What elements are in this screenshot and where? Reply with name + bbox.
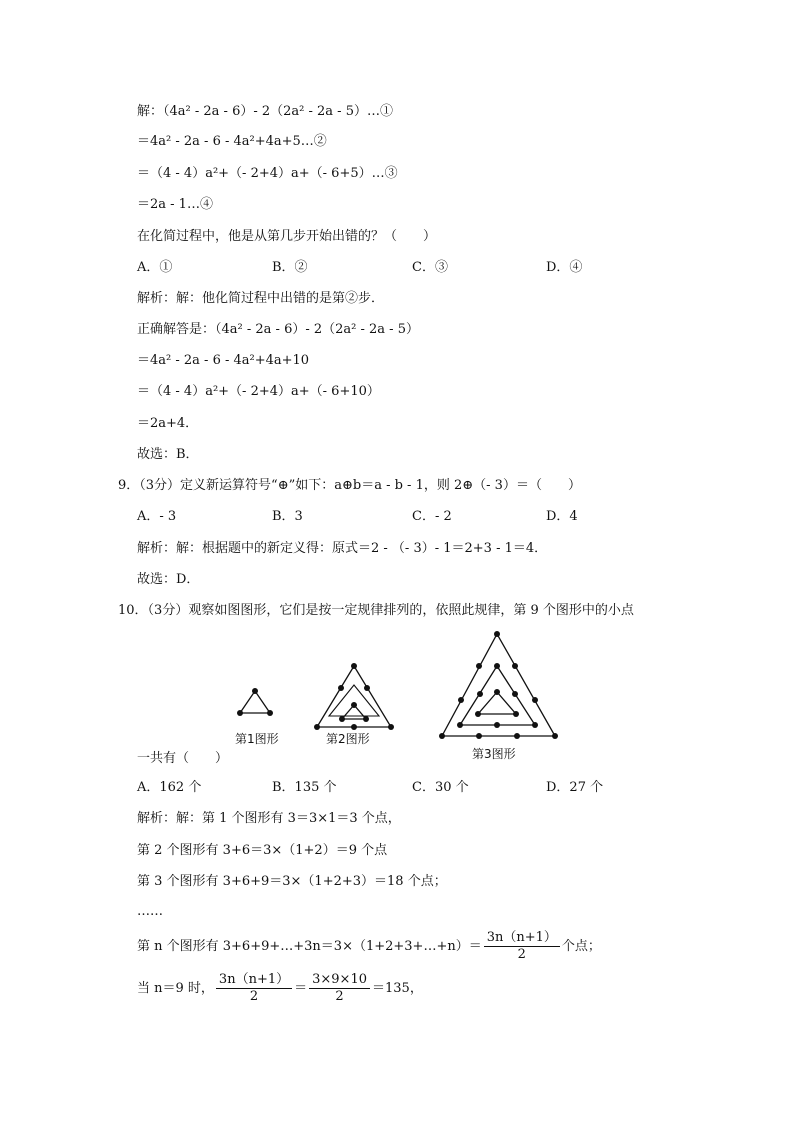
q9-answer: 故选：D． [137,572,200,587]
figure-3 [439,631,558,761]
figure-3-label: 第3图形 [472,747,516,761]
q8-step2: ＝4a² - 2a - 6 - 4a²+4a+5…② [137,134,327,149]
triangle-dot-figures [0,628,794,768]
q10-analysis-1: 解析：解：第 1 个图形有 3＝3×1＝3 个点， [137,811,401,826]
figure-2-label: 第2图形 [326,732,370,746]
q8-question: 在化简过程中，他是从第几步开始出错的？（ ） [137,229,437,244]
n9-result: ＝135， [372,981,423,996]
n9-fraction-1-denominator: 2 [249,989,259,1004]
q8-correct-step3: ＝（4 - 4）a²+（- 2+4）a+（- 6+10） [137,384,380,399]
q9-option-c: C．- 2 [412,509,452,524]
n9-fraction-1 [216,972,292,1005]
q10-stem: 10．（3分）观察如图图形，它们是按一定规律排列的，依照此规律，第 9 个图形中的小点 [118,603,634,618]
q10-analysis-general [137,930,601,963]
figure-1 [235,688,279,746]
q10-analysis-2: 第 2 个图形有 3+6＝3×（1+2）＝9 个点 [137,843,388,858]
n9-fraction-2-numerator: 3×9×10 [309,972,370,989]
n9-fraction-2 [309,972,370,1005]
q8-step4: ＝2a - 1…④ [137,197,213,212]
q10-analysis-ellipsis: …… [137,904,163,919]
q9-analysis: 解析：解：根据题中的新定义得：原式＝2 - （- 3）- 1＝2+3 - 1＝4． [137,541,548,556]
q8-option-d: D．④ [546,260,583,275]
n9-prefix: 当 n＝9 时， [137,981,214,996]
general-formula-text: 第 n 个图形有 3+6+9+…+3n＝3×（1+2+3+…+n）＝ [137,939,482,954]
q8-correct-intro: 正确解答是：（4a² - 2a - 6）- 2（2a² - 2a - 5） [137,322,419,337]
q9-stem: 9．（3分）定义新运算符号“⊕”如下：a⊕b＝a - b - 1，则 2⊕（- 3）＝（ ） [118,478,581,493]
q8-option-b: B．② [272,260,308,275]
q9-option-d: D．4 [546,509,578,524]
q10-option-a: A．162 个 [137,780,202,795]
figure-1-label: 第1图形 [235,732,279,746]
q8-step1: 解：（4a² - 2a - 6）- 2（2a² - 2a - 5）…① [137,104,393,119]
q8-answer: 故选：B． [137,447,199,462]
general-fraction-numerator: 3n（n+1） [484,930,560,947]
q10-option-d: D．27 个 [546,780,604,795]
q10-analysis-n9 [137,972,423,1005]
general-fraction-denominator: 2 [517,947,526,962]
q10-analysis-3: 第 3 个图形有 3+6+9＝3×（1+2+3）＝18 个点； [137,874,447,889]
general-fraction [484,930,560,963]
n9-fraction-1-numerator: 3n（n+1） [216,972,292,989]
q8-correct-step2: ＝4a² - 2a - 6 - 4a²+4a+10 [137,353,310,368]
q10-stem-cont: 一共有（ ） [137,751,229,766]
q9-option-a: A．- 3 [137,509,177,524]
q8-step3: ＝（4 - 4）a²+（- 2+4）a+（- 6+5）…③ [137,166,398,181]
n9-fraction-2-denominator: 2 [335,989,344,1004]
general-formula-suffix: 个点； [561,939,601,954]
q9-option-b: B．3 [272,509,303,524]
figure-2 [314,663,394,746]
q10-option-c: C．30 个 [412,780,469,795]
q8-analysis: 解析：解：他化简过程中出错的是第②步． [137,291,385,306]
n9-equals: ＝ [294,981,308,996]
q8-correct-step4: ＝2a+4． [137,416,199,431]
q8-option-a: A．① [137,260,173,275]
q8-option-c: C．③ [412,260,448,275]
q10-option-b: B．135 个 [272,780,337,795]
